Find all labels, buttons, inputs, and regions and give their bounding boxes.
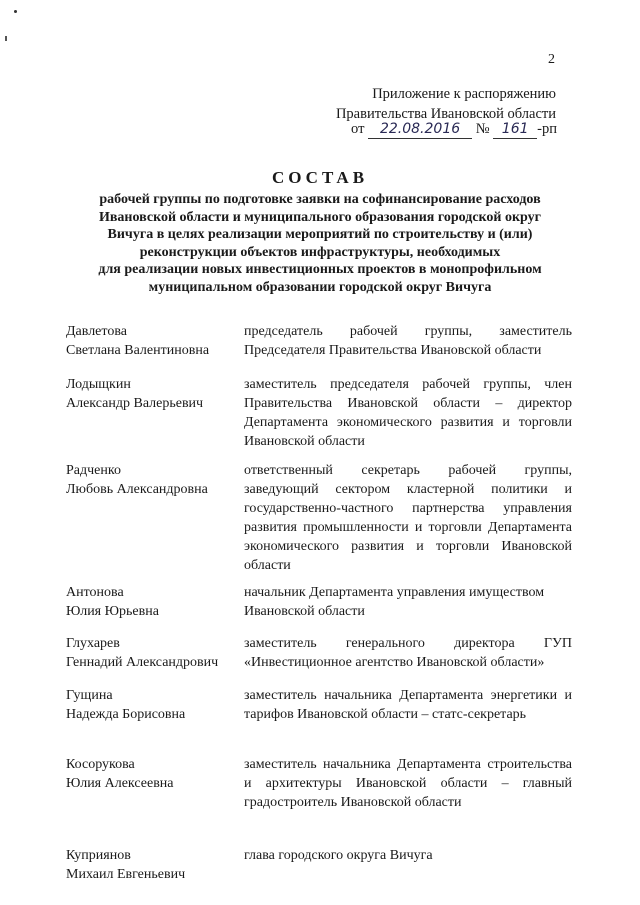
member-role: начальник Департамента управления имуществом Ивановской области: [244, 585, 545, 619]
member-role: заместитель председателя рабочей группы, член Правительства Ивановской области – директор Департамента экономического развития и торговли Ивановской области: [244, 377, 572, 449]
member-given-names: Геннадий Александрович: [66, 655, 219, 670]
order-reference: [351, 120, 557, 139]
order-date: 22.08.2016: [368, 120, 472, 139]
member-given-names: Александр Валерьевич: [66, 396, 204, 411]
member-role: председатель рабочей группы, заместитель Председателя Правительства Ивановской области: [244, 324, 572, 358]
document-subtitle: [60, 191, 580, 297]
member-role: ответственный секретарь рабочей группы, заведующий сектором кластерной политики и государственно-частного партнерства управления развития промышленности и торговли Департамента экономического развития и торговли Ивановской области: [244, 463, 572, 573]
scan-mark: [5, 36, 7, 41]
member-name: [66, 846, 241, 884]
member-role: заместитель генерального директора ГУП «Инвестиционное агентство Ивановской области»: [244, 636, 572, 670]
scan-mark: [14, 10, 17, 13]
member-surname: Радченко: [66, 463, 121, 478]
member-surname: Гущина: [66, 688, 113, 703]
member-name: [66, 634, 241, 672]
member-given-names: Надежда Борисовна: [66, 707, 186, 722]
member-given-names: Светлана Валентиновна: [66, 343, 210, 358]
member-name: [66, 461, 241, 499]
appendix-line-1: Приложение к распоряжению: [372, 86, 556, 102]
subtitle-line: Ивановской области и муниципального образования городской округ: [98, 209, 542, 225]
appendix-line-2: Правительства Ивановской области: [335, 106, 556, 122]
member-name: [66, 322, 241, 360]
subtitle-line: рабочей группы по подготовке заявки на софинансирование расходов: [99, 192, 541, 207]
member-name: [66, 583, 241, 621]
member-surname: Куприянов: [66, 848, 131, 863]
subtitle-line: Вичуга в целях реализации мероприятий по строительству и (или): [107, 227, 533, 243]
member-name: [66, 686, 241, 724]
member-surname: Антонова: [66, 585, 124, 600]
member-given-names: Юлия Алексеевна: [66, 776, 174, 791]
member-given-names: Любовь Александровна: [66, 482, 208, 497]
member-given-names: Юлия Юрьевна: [66, 604, 159, 619]
order-suffix: -рп: [537, 121, 557, 137]
page-number: 2: [548, 52, 555, 67]
order-number-sign: №: [475, 121, 490, 137]
member-surname: Косорукова: [66, 757, 135, 772]
subtitle-line: муниципальном образовании городской округ Вичуга: [148, 279, 492, 295]
subtitle-line: для реализации новых инвестиционных проектов в монопрофильном: [98, 262, 542, 278]
member-role: заместитель начальника Департамента энергетики и тарифов Ивановской области – статс-секретарь: [244, 688, 572, 722]
member-given-names: Михаил Евгеньевич: [66, 867, 186, 882]
order-prefix: от: [351, 121, 365, 137]
member-name: [66, 755, 241, 793]
member-name: [66, 375, 241, 413]
document-title: СОСТАВ: [271, 168, 369, 187]
member-role: глава городского округа Вичуга: [244, 848, 433, 863]
member-surname: Давлетова: [66, 324, 127, 339]
member-surname: Лодыщкин: [66, 377, 131, 392]
member-surname: Глухарев: [66, 636, 120, 651]
member-role: заместитель начальника Департамента строительства и архитектуры Ивановской области – главный градостроитель Ивановской области: [244, 757, 572, 810]
order-number: 161: [493, 120, 537, 139]
subtitle-line: реконструкции объектов инфраструктуры, необходимых: [139, 244, 501, 260]
